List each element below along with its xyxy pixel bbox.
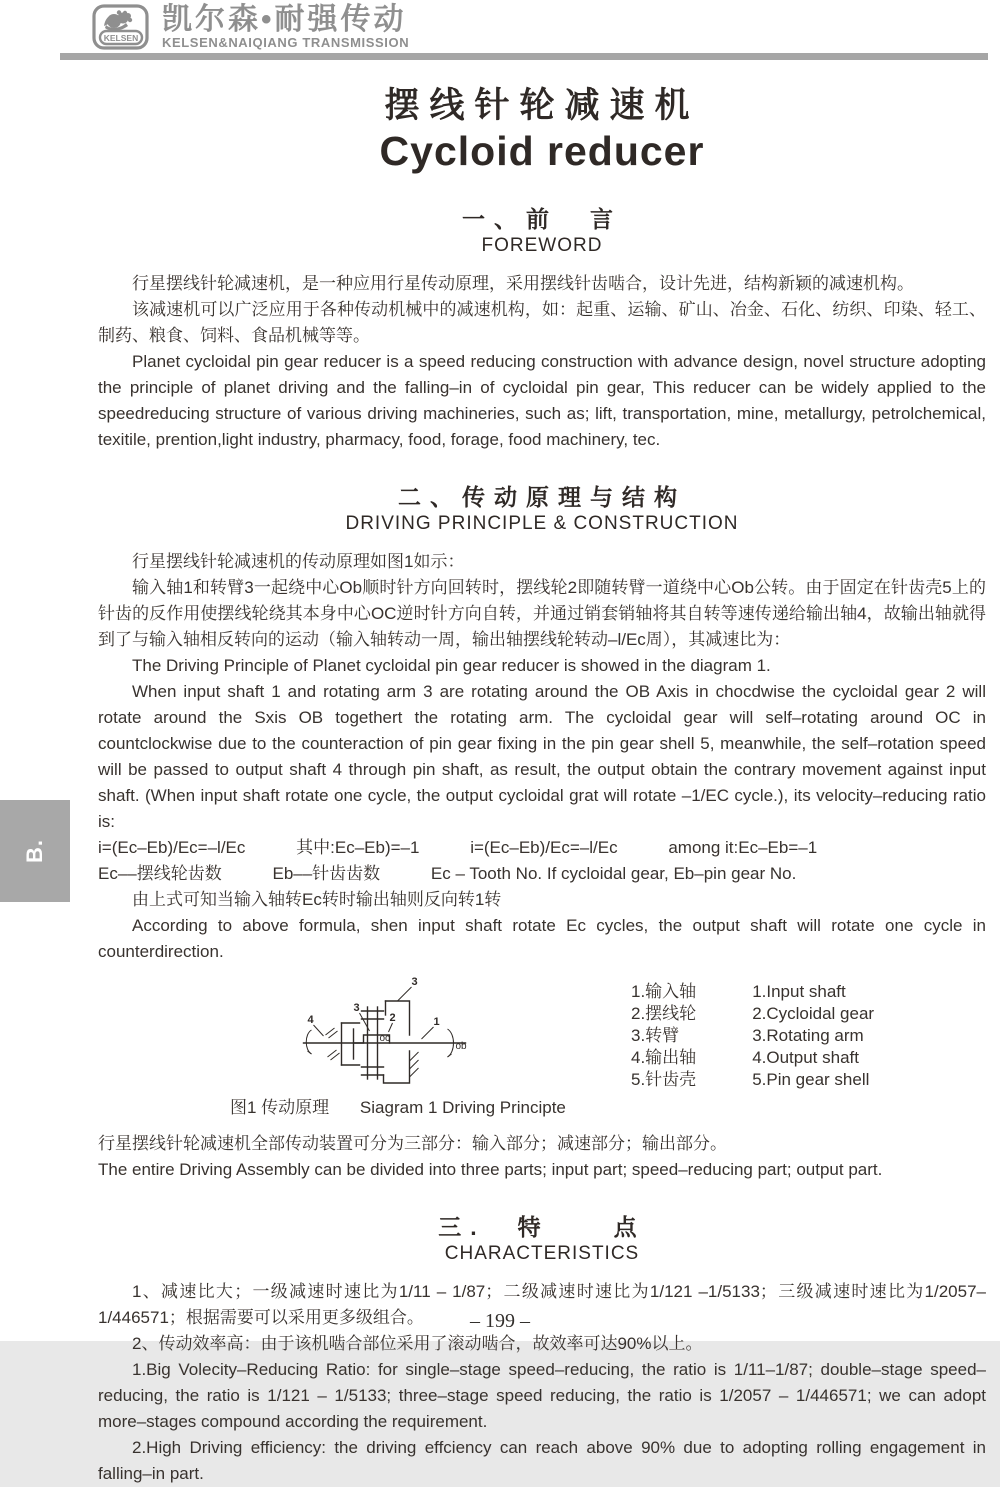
principle-paragraph-en-1: The Driving Principle of Planet cycloidal pin gear reducer is showed in the diagram 1. [132, 656, 771, 675]
figure-legend-en [752, 981, 874, 1091]
page-number: – 199 – [470, 1310, 530, 1332]
diagram-label-4: 4 [307, 1014, 314, 1026]
symbol-definition-line [98, 861, 986, 887]
legend-item: 5.针齿壳 [631, 1070, 697, 1089]
characteristics-item1-en: 1.Big Volecity–Reducing Ratio: for single–stage speed–reducing, the ratio is 1/11–1/87; double–stage speed–reducing, the ratio is 1/121 – 1/5133; three–stage speed reducing, the ratio is 1/2057 – 1/446571; we can adopt more–stages compound according the requirement. [98, 1360, 986, 1431]
legend-item: 4.Output shaft [752, 1048, 859, 1067]
logo-kelsen-text: KELSEN [103, 33, 139, 43]
diagram-label-ob: ob [455, 1041, 467, 1052]
section2-heading-cn: 二、传动原理与结构 [398, 484, 686, 510]
section3-heading-en: CHARACTERISTICS [444, 1243, 640, 1264]
principle-conclusion-cn: 由上式可知当输入轴转Ec转时输出轴则反向转1转 [132, 890, 502, 909]
assembly-paragraph-en: The entire Driving Assembly can be divided into three parts; input part; speed–reducing part; output part. [98, 1160, 883, 1179]
figure-legend-cn [631, 981, 696, 1091]
page-title-cn: 摆线针轮减速机 [384, 86, 700, 125]
formula-part: among it:Ec–Eb=–1 [668, 838, 818, 857]
symbol-definition: Eb––针齿齿数 [272, 864, 381, 883]
formula-part: i=(Ec–Eb)/Ec=–l/Ec [470, 838, 618, 857]
section3-heading-cn: 三. 特 点 [438, 1214, 646, 1240]
legend-item: 1.输入轴 [631, 982, 697, 1001]
principle-conclusion-en: According to above formula, shen input shaft rotate Ec cycles, the output shaft will rotate one cycle in counterdirection. [98, 916, 986, 961]
foreword-paragraph-cn-2: 该减速机可以广泛应用于各种传动机械中的减速机构，如：起重、运输、矿山、冶金、石化、纺织、印染、轻工、制药、粮食、饲料、食品机械等等。 [98, 300, 986, 345]
document-body [0, 78, 1000, 1487]
section-tab-label: B. [22, 839, 47, 863]
characteristics-item1-cn: 1、减速比大；一级减速时速比为1/11 – 1/87；二级减速时速比为1/121 –1/5133；三级减速时速比为1/2057–1/446571；根据需要可以采用更多级组合。 [98, 1282, 986, 1327]
figure-legend [631, 981, 874, 1091]
figure-caption [230, 1095, 986, 1121]
page-title-en: Cycloid reducer [379, 128, 705, 174]
legend-item: 2.摆线轮 [631, 1004, 697, 1023]
foreword-paragraph-cn-1: 行星摆线针轮减速机，是一种应用行星传动原理，采用摆线针齿啮合，设计先进，结构新颖的减速机构。 [132, 274, 914, 293]
ratio-formula-line [98, 835, 986, 861]
legend-item: 4.输出轴 [631, 1048, 697, 1067]
figure-caption-en: Siagram 1 Driving Principte [359, 1098, 566, 1117]
diagram-label-3-top: 3 [411, 976, 418, 988]
section2-heading-en: DRIVING PRINCIPLE & CONSTRUCTION [345, 513, 739, 534]
legend-item: 2.Cycloidal gear [752, 1004, 875, 1023]
figure-1 [288, 973, 986, 1095]
symbol-definition: Ec––摆线轮齿数 [98, 864, 222, 883]
brand-block [162, 4, 409, 50]
kelsen-logo-icon [92, 4, 150, 50]
diagram-label-1: 1 [433, 1016, 440, 1028]
header-divider [60, 53, 988, 60]
page-footer [0, 1310, 1000, 1333]
formula-part: 其中:Ec–Eb)=–1 [296, 838, 420, 857]
legend-item: 3.转臂 [631, 1026, 680, 1045]
brand-name-cn: 凯尔森•耐强传动 [162, 3, 407, 36]
characteristics-item2-en: 2.High Driving efficiency: the driving effciency can reach above 90% due to adopting rolling engagement in falling–in part. [98, 1438, 986, 1483]
legend-item: 5.Pin gear shell [752, 1070, 870, 1089]
legend-item: 3.Rotating arm [752, 1026, 864, 1045]
formula-part: i=(Ec–Eb)/Ec=–l/Ec [98, 838, 246, 857]
section-tab-b [0, 800, 70, 902]
foreword-paragraph-en: Planet cycloidal pin gear reducer is a speed reducing construction with advance design, novel structure adopting the principle of planet driving and the falling–in of cycloidal pin gear, This reducer can be widely applied to the speedreducing structure of various driving machineries, such as; lift, transportation, mine, metallurgy, petrolchemical, texitile, prention,light industry, pharmacy, food, forage, food machinery, tec. [98, 352, 986, 449]
driving-principle-diagram [288, 973, 503, 1095]
diagram-label-2: 2 [389, 1012, 396, 1024]
assembly-paragraph-cn: 行星摆线针轮减速机全部传动装置可分为三部分：输入部分；减速部分；输出部分。 [98, 1134, 727, 1153]
page-header [0, 0, 1000, 50]
brand-name-en: KELSEN&NAIQIANG TRANSMISSION [162, 35, 410, 50]
legend-item: 1.Input shaft [752, 982, 846, 1001]
principle-intro-cn: 行星摆线针轮减速机的传动原理如图1如示： [132, 552, 465, 571]
section1-heading-en: FOREWORD [481, 235, 603, 256]
section1-heading-cn: 一、前 言 [462, 206, 622, 232]
diagram-label-oc: oc [379, 1033, 391, 1044]
principle-paragraph-en-2: When input shaft 1 and rotating arm 3 are rotating around the OB Axis in chocdwise the cycloidal gear 2 will rotate around the Sxis OB togethert the rotating arm. The cycloidal gear will self–rotating around OC in countclockwise due to the counteraction of pin gear fixing in the pin gear shell 5, meanwhile, the self–rotation speed will be passed to output shaft 4 through pin shaft, as result, the output obtain the contrary movement against input shaft. (When input shaft rotate one cycle, the output cycloidal grat will rotate –1/EC cycle.), its velocity–reducing ratio is: [98, 682, 986, 831]
characteristics-item2-cn: 2、传动效率高：由于该机啮合部位采用了滚动啮合，故效率可达90%以上。 [132, 1334, 703, 1353]
diagram-label-3-mid: 3 [353, 1002, 360, 1014]
figure-caption-cn: 图1 传动原理 [230, 1098, 330, 1117]
principle-paragraph-cn: 输入轴1和转臂3一起绕中心Ob顺时针方向回转时，摆线轮2即随转臂一道绕中心Ob公转。由于固定在针齿壳5上的针齿的反作用使摆线轮绕其本身中心OC逆时针方向自转，并通过销套销轴将其自转等速传递给输出轴4，故输出轴就得到了与输入轴相反转向的运动（输入轴转动一周，输出轴摆线轮转动–l/Ec周），其减速比为： [98, 578, 986, 649]
symbol-definition: Ec – Tooth No. If cycloidal gear, Eb–pin gear No. [430, 864, 797, 883]
